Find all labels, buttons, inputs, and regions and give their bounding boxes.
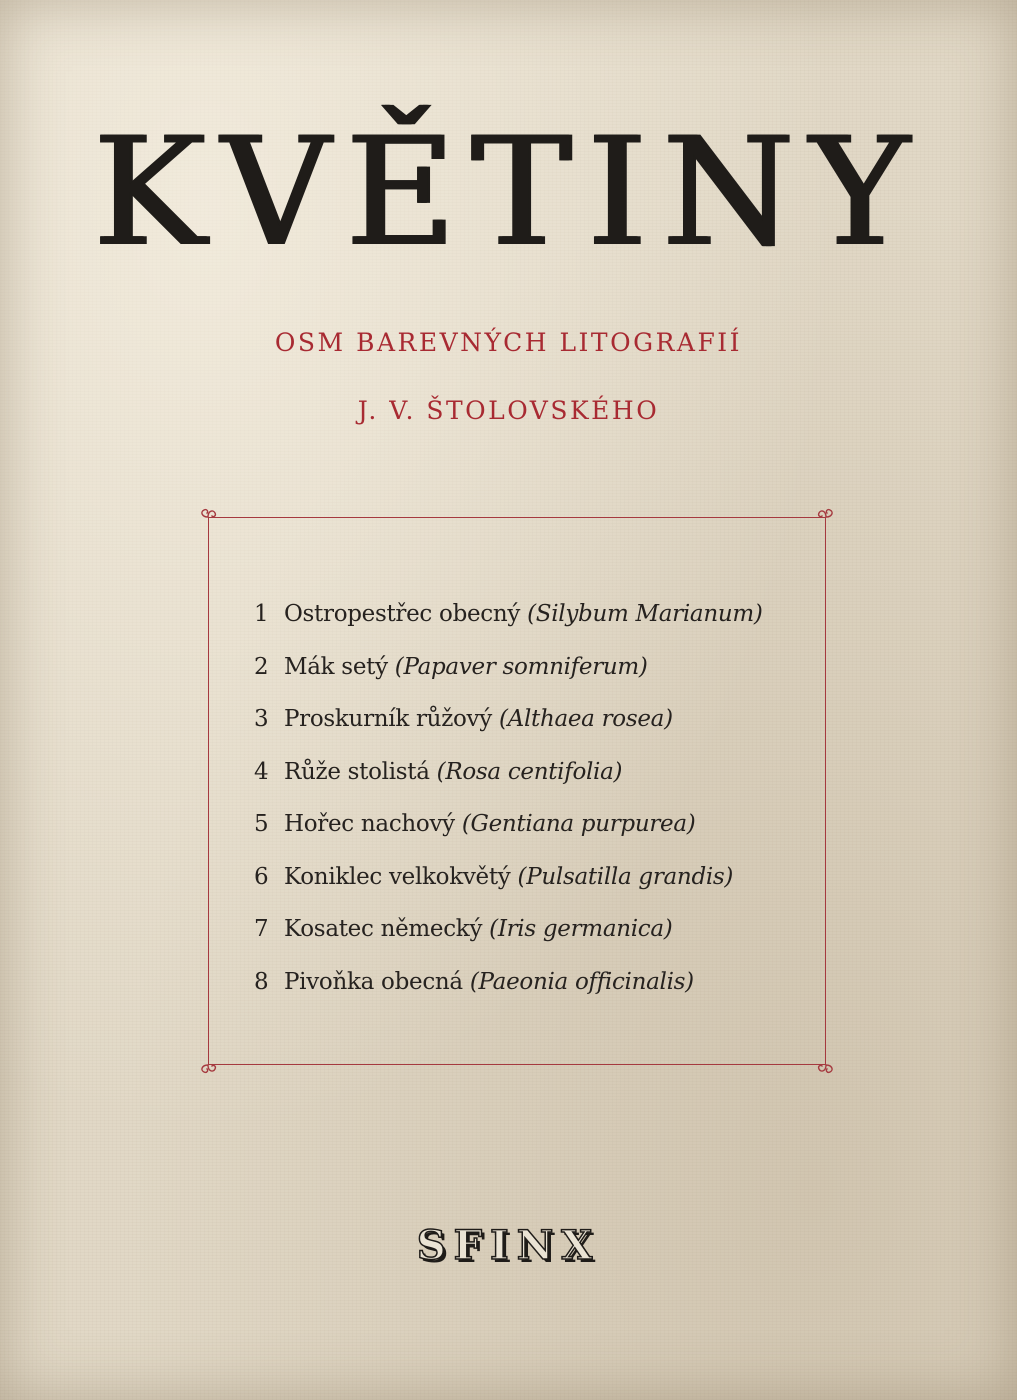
cover-subtitle: OSM BAREVNÝCH LITOGRAFIÍ	[274, 328, 743, 357]
item-latin-name: (Pulsatilla grandis)	[517, 863, 734, 890]
contents-item	[254, 748, 814, 801]
contents-item	[254, 853, 814, 906]
item-number: 1	[254, 601, 269, 627]
item-czech-name: Růže stolistá	[284, 758, 430, 785]
item-czech-name: Ostropestřec obecný	[284, 601, 521, 627]
item-number: 7	[254, 916, 269, 942]
item-latin-name: (Iris germanica)	[489, 916, 673, 942]
contents-item	[254, 905, 814, 958]
item-czech-name: Pivoňka obecná	[284, 968, 463, 995]
cover-author: J. V. ŠTOLOVSKÉHO	[357, 396, 660, 425]
item-latin-name: (Paeonia officinalis)	[469, 968, 694, 995]
item-number: 8	[254, 968, 269, 995]
item-czech-name: Hořec nachový	[284, 811, 455, 837]
contents-item	[254, 643, 814, 696]
item-czech-name: Kosatec německý	[284, 916, 483, 942]
item-latin-name: (Gentiana purpurea)	[461, 811, 696, 837]
item-number: 3	[254, 706, 269, 732]
item-latin-name: (Rosa centifolia)	[436, 758, 623, 785]
item-latin-name: (Silybum Marianum)	[527, 601, 763, 627]
contents-item	[254, 695, 814, 748]
cover-title: KVĚTINY	[92, 106, 925, 280]
corner-flourish-bottom-right	[815, 1054, 837, 1076]
corner-flourish-top-right	[815, 506, 837, 528]
item-number: 6	[254, 863, 269, 890]
item-number: 4	[254, 758, 269, 785]
publisher-logo: SFINX	[416, 1222, 601, 1269]
contents-item	[254, 958, 814, 1011]
item-latin-name: (Papaver somniferum)	[394, 653, 648, 680]
item-czech-name: Mák setý	[284, 653, 388, 680]
contents-item	[254, 800, 814, 853]
contents-item	[254, 590, 814, 643]
item-czech-name: Koniklec velkokvětý	[284, 863, 511, 890]
item-latin-name: (Althaea rosea)	[498, 706, 673, 732]
contents-list	[254, 590, 814, 1010]
item-number: 5	[254, 811, 269, 837]
corner-flourish-top-left	[197, 506, 219, 528]
item-czech-name: Proskurník růžový	[284, 706, 492, 732]
corner-flourish-bottom-left	[197, 1054, 219, 1076]
item-number: 2	[254, 653, 269, 680]
